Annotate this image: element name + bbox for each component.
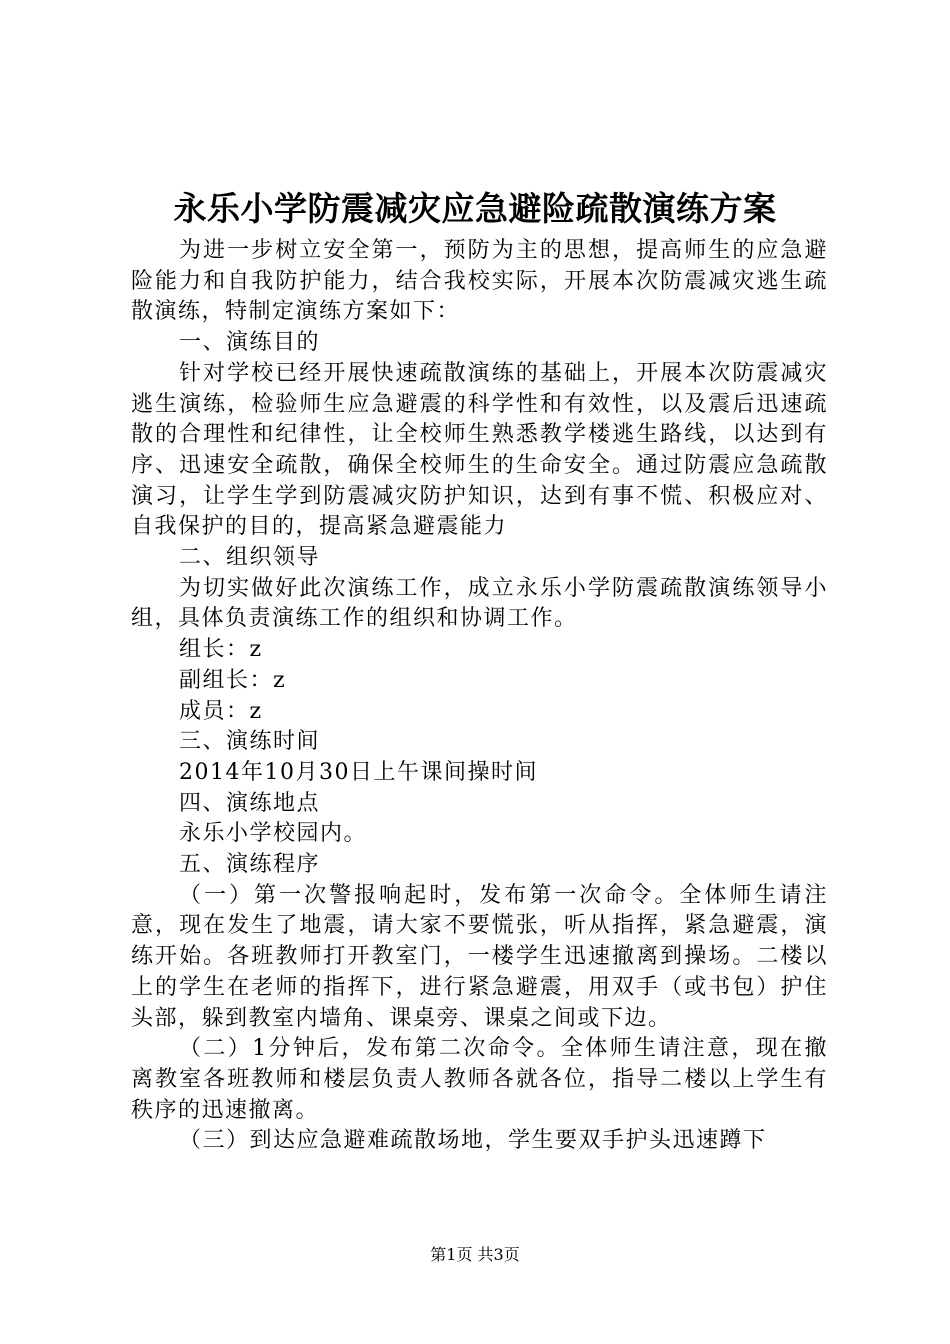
section-heading-purpose: 一、演练目的 [179,330,321,356]
section-heading-location: 四、演练地点 [179,790,321,816]
procedure-step-1: （一）第一次警报响起时，发布第一次命令。全体师生请注意，现在发生了地震，请大家不要慌张，听从指挥，紧急避震，演练开始。各班教师打开教室门，一楼学生迅速撤离到操场。二楼以上的学生在老师的指挥下，进行紧急避震，用双手（或书包）护住头部，躲到教室内墙角、课桌旁、课桌之间或下边。 [131,882,828,1031]
document-title: 永乐小学防震减灾应急避险疏散演练方案 [173,189,777,228]
document-body [131,236,828,1157]
section-heading-organization: 二、组织领导 [179,545,321,571]
section-heading-time: 三、演练时间 [179,729,321,755]
page-number-footer: 第1页 共3页 [430,1245,520,1264]
deputy-leader-line: 副组长：z [179,667,287,693]
leader-line: 组长：z [179,637,263,663]
purpose-paragraph: 针对学校已经开展快速疏散演练的基础上，开展本次防震减灾逃生演练，检验师生应急避震的科学性和有效性，以及震后迅速疏散的合理性和纪律性，让全校师生熟悉教学楼逃生路线，以达到有序、迅速安全疏散，确保全校师生的生命安全。通过防震应急疏散演习，让学生学到防震减灾防护知识，达到有事不慌、积极应对、自我保护的目的，提高紧急避震能力 [131,360,828,540]
drill-time-line: 2014年10月30日上午课间操时间 [179,759,538,785]
procedure-step-2: （二）1分钟后，发布第二次命令。全体师生请注意，现在撤离教室各班教师和楼层负责人教师各就各位，指导二楼以上学生有秩序的迅速撤离。 [131,1036,828,1123]
organization-paragraph: 为切实做好此次演练工作，成立永乐小学防震疏散演练领导小组，具体负责演练工作的组织和协调工作。 [131,575,828,632]
drill-location-line: 永乐小学校园内。 [179,821,368,847]
members-line: 成员：z [179,698,263,724]
intro-paragraph: 为进一步树立安全第一，预防为主的思想，提高师生的应急避险能力和自我防护能力，结合我校实际，开展本次防震减灾逃生疏散演练，特制定演练方案如下： [131,238,828,325]
section-heading-procedure: 五、演练程序 [179,852,321,878]
procedure-step-3: （三）到达应急避难疏散场地，学生要双手护头迅速蹲下 [179,1128,767,1154]
